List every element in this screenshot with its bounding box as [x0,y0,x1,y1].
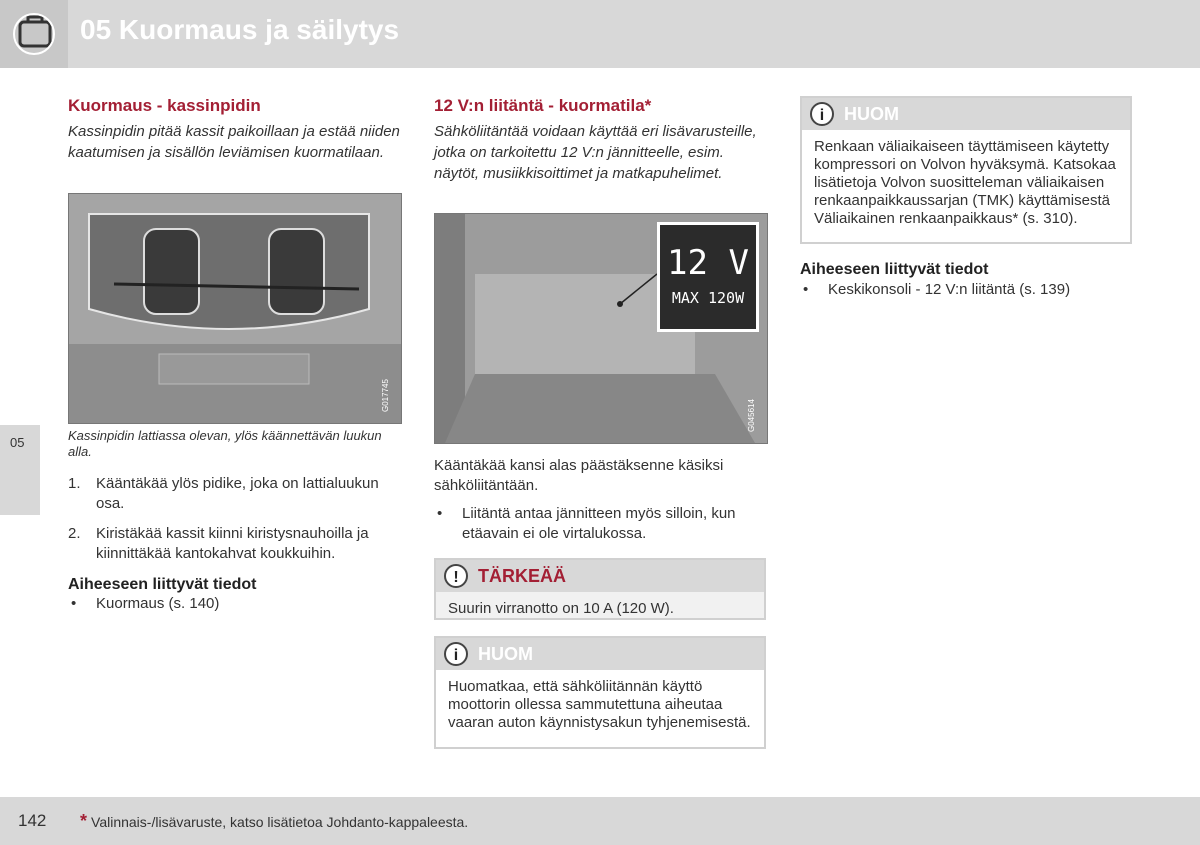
info-icon: i [810,102,834,126]
important-box-header [436,560,764,592]
list-item: 1. Kääntäkää ylös pidike, joka on lattialuukun osa. [68,475,379,512]
important-text: Suurin virranotto on 10 A (120 W). [448,600,674,617]
image-code: G045614 [747,399,756,432]
footer-note: * Valinnais-/lisävaruste, katso lisätietoa Johdanto-kappaleesta. [80,811,469,831]
bag-holder-image [68,193,402,424]
info-icon: i [444,642,468,666]
column-related [800,260,1132,300]
bullet-icon: • [803,281,809,298]
important-label: TÄRKEÄÄ [478,566,566,586]
bullet-list [434,504,766,544]
image-caption: Kassinpidin lattiassa olevan, ylös käännettävän luukun alla. [68,428,382,459]
header-icon-box [0,0,68,68]
column-bag-holder-text [68,428,400,614]
list-item: 2. Kiristäkää kassit kiinni kiristysnauhoilla ja kiinnittäkää kantokahvat koukkuihin. [68,525,369,562]
note-label: HUOM [844,104,899,124]
chapter-tab [0,425,40,515]
related-link[interactable]: • Kuormaus (s. 140) [71,595,220,612]
column-12v-socket [434,96,766,184]
important-box [434,558,766,620]
page-number: 142 [18,811,47,830]
note-text: Huomatkaa, että sähköliitännän käyttö moottorin ollessa sammutettuna aiheutaa vaaran auton käynnistysakun tyhjenemisestä. [448,678,751,731]
note-label: HUOM [478,644,533,664]
page-header [0,0,1200,68]
socket-image [434,213,768,444]
image-code: G017745 [381,379,390,412]
cargo-area-illustration [69,194,401,423]
asterisk: * [80,811,88,831]
section-intro: Sähköliitäntää voidaan käyttää eri lisävarusteille, jotka on tarkoitettu 12 V:n jännitteelle, esim. näytöt, musiikkisoittimet ja matkapuhelimet. [434,123,757,182]
related-link[interactable]: • Keskikonsoli - 12 V:n liitäntä (s. 139) [803,281,1071,298]
bullet-icon: • [71,595,77,612]
section-heading: 12 V:n liitäntä - kuormatila* [434,96,652,115]
body-text: Kääntäkää kansi alas päästäksenne käsiksi sähköliitäntään. [434,457,724,494]
related-heading: Aiheeseen liittyvät tiedot [68,576,257,593]
step-list [68,474,400,564]
section-intro: Kassinpidin pitää kassit paikoillaan ja estää niiden kaatumisen ja sisällön leviämisen kuormatilaan. [68,123,400,161]
note-text: Renkaan väliaikaiseen täyttämiseen käytetty kompressori on Volvon hyväksymä. Katsokaa lisätietoja Volvon suositteleman väliaikaisen renkaanpaikkaussarjan (TMK) käyttämisestä Väliaikainen renkaanpaikkaus* (s. 310). [814,138,1116,227]
socket-label-inset [657,222,759,332]
related-heading: Aiheeseen liittyvät tiedot [800,261,989,278]
wattage-label: MAX 120W [671,289,745,307]
chapter-tab-label: 05 [10,435,25,450]
bullet-icon: • [437,505,443,522]
list-item: • Liitäntä antaa jännitteen myös silloin, kun etäavain ei ole virtalukossa. [437,505,736,542]
note-box-tyre [800,96,1132,244]
note-box [434,636,766,749]
voltage-label: 12 V [667,243,749,283]
related-list [800,280,1132,300]
column-bag-holder [68,96,400,163]
note-box-header [802,98,1130,130]
related-list [68,594,400,614]
section-heading: Kuormaus - kassinpidin [68,96,261,115]
note-box-header [436,638,764,670]
column-12v-text [434,456,766,544]
luggage-icon [0,0,68,68]
exclamation-icon: ! [444,564,468,588]
page-title: 05 Kuormaus ja säilytys [80,14,400,45]
